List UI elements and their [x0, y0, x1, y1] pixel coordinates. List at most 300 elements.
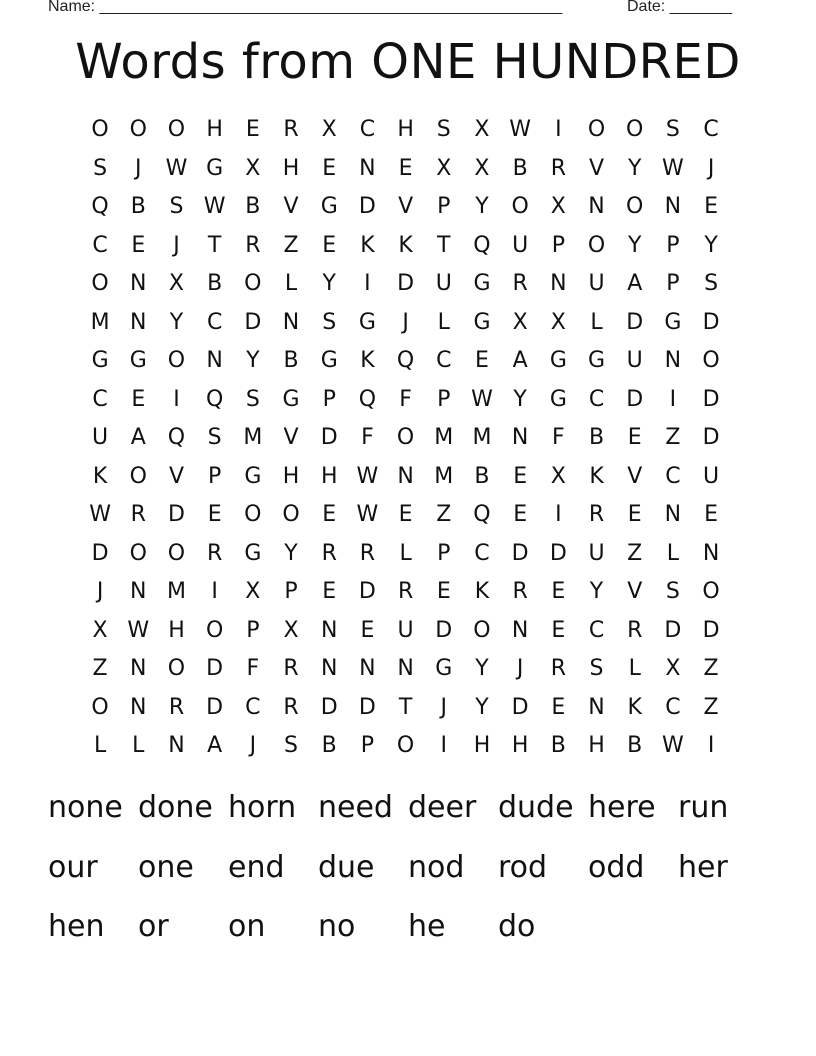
grid-letter[interactable]: O — [205, 617, 224, 643]
grid-letter[interactable]: E — [322, 232, 337, 258]
grid-letter[interactable]: N — [359, 155, 376, 181]
grid-letter[interactable]: X — [168, 271, 184, 297]
grid-letter[interactable]: S — [93, 155, 108, 181]
grid-letter[interactable]: Y — [475, 656, 489, 682]
grid-letter[interactable]: Q — [358, 386, 377, 412]
grid-letter[interactable]: S — [665, 579, 680, 605]
grid-letter[interactable]: U — [703, 463, 720, 489]
grid-letter[interactable]: U — [397, 617, 414, 643]
grid-letter[interactable]: M — [434, 425, 454, 451]
grid-letter[interactable]: O — [129, 540, 147, 566]
grid-letter[interactable]: H — [206, 117, 223, 143]
grid-letter[interactable]: C — [665, 694, 681, 720]
grid-letter[interactable]: J — [135, 155, 142, 181]
grid-letter[interactable]: R — [397, 579, 414, 605]
grid-letter[interactable]: L — [590, 309, 603, 335]
grid-letter[interactable]: P — [322, 386, 336, 412]
grid-letter[interactable]: H — [282, 463, 300, 489]
grid-letter[interactable]: G — [473, 271, 491, 297]
grid-letter[interactable]: R — [168, 694, 185, 720]
grid-letter[interactable]: C — [245, 694, 261, 720]
grid-letter[interactable]: D — [397, 271, 415, 297]
grid-letter[interactable]: O — [91, 271, 109, 297]
grid-letter[interactable]: O — [702, 348, 720, 374]
grid-letter[interactable]: Y — [475, 194, 489, 220]
grid-letter[interactable]: E — [704, 194, 719, 220]
grid-letter[interactable]: N — [359, 656, 376, 682]
grid-letter[interactable]: O — [167, 656, 186, 682]
grid-letter[interactable]: R — [321, 540, 337, 566]
grid-letter[interactable]: B — [550, 733, 566, 759]
grid-letter[interactable]: L — [628, 656, 641, 682]
grid-letter[interactable]: X — [474, 117, 490, 143]
grid-letter[interactable]: D — [549, 540, 567, 566]
grid-letter[interactable]: R — [550, 656, 566, 682]
grid-letter[interactable]: O — [244, 502, 262, 528]
grid-letter[interactable]: H — [473, 733, 491, 759]
grid-letter[interactable]: D — [358, 694, 376, 720]
grid-letter[interactable]: D — [702, 617, 720, 643]
grid-letter[interactable]: E — [322, 502, 337, 528]
grid-letter[interactable]: O — [473, 617, 491, 643]
grid-letter[interactable]: Z — [92, 656, 108, 682]
grid-letter[interactable]: Q — [205, 386, 224, 412]
grid-letter[interactable]: N — [130, 271, 147, 297]
grid-letter[interactable]: U — [626, 348, 643, 374]
grid-letter[interactable]: E — [245, 117, 260, 143]
grid-letter[interactable]: W — [471, 386, 493, 412]
grid-letter[interactable]: K — [474, 579, 490, 605]
grid-letter[interactable]: B — [321, 733, 337, 759]
grid-letter[interactable]: X — [436, 155, 452, 181]
grid-letter[interactable]: N — [168, 733, 185, 759]
word-list-item: here — [588, 790, 656, 826]
grid-letter[interactable]: A — [627, 271, 643, 297]
grid-letter[interactable]: S — [245, 386, 260, 412]
grid-letter[interactable]: G — [358, 309, 376, 335]
grid-letter[interactable]: B — [245, 194, 261, 220]
grid-letter[interactable]: S — [284, 733, 299, 759]
grid-letter[interactable]: C — [588, 617, 605, 643]
grid-row — [81, 188, 741, 227]
grid-letter[interactable]: Y — [704, 232, 718, 258]
grid-letter[interactable]: L — [93, 733, 107, 759]
grid-letter[interactable]: R — [359, 540, 376, 566]
grid-letter[interactable]: X — [550, 309, 566, 335]
grid-letter[interactable]: D — [511, 540, 529, 566]
grid-letter[interactable]: N — [130, 309, 147, 335]
grid-letter[interactable]: E — [704, 502, 719, 528]
grid-letter[interactable]: N — [397, 463, 414, 489]
grid-row — [81, 419, 741, 458]
grid-letter[interactable]: R — [283, 694, 299, 720]
grid-letter[interactable]: S — [169, 194, 184, 220]
grid-letter[interactable]: N — [664, 348, 682, 374]
grid-letter[interactable]: Y — [169, 309, 184, 335]
grid-letter[interactable]: D — [244, 309, 262, 335]
grid-letter[interactable]: C — [474, 540, 490, 566]
grid-letter[interactable]: O — [282, 502, 300, 528]
grid-letter[interactable]: G — [473, 309, 491, 335]
grid-letter[interactable]: O — [91, 117, 109, 143]
grid-letter[interactable]: N — [588, 194, 605, 220]
grid-letter[interactable]: D — [664, 617, 682, 643]
grid-letter[interactable]: E — [475, 348, 489, 374]
grid-letter[interactable]: M — [90, 309, 110, 335]
grid-letter[interactable]: P — [437, 194, 451, 220]
grid-letter[interactable]: V — [627, 579, 643, 605]
grid-letter[interactable]: W — [662, 155, 684, 181]
grid-letter[interactable]: H — [282, 155, 300, 181]
grid-letter[interactable]: Z — [627, 540, 643, 566]
grid-letter[interactable]: R — [283, 656, 299, 682]
grid-letter[interactable]: I — [364, 271, 371, 297]
grid-letter[interactable]: E — [398, 502, 413, 528]
grid-letter[interactable]: C — [665, 463, 681, 489]
grid-letter[interactable]: O — [626, 117, 644, 143]
grid-letter[interactable]: N — [511, 617, 529, 643]
grid-letter[interactable]: L — [284, 271, 298, 297]
grid-letter[interactable]: P — [208, 463, 222, 489]
grid-letter[interactable]: B — [627, 733, 643, 759]
grid-letter[interactable]: R — [588, 502, 605, 528]
grid-letter[interactable]: V — [168, 463, 184, 489]
grid-letter[interactable]: K — [360, 348, 375, 374]
grid-letter[interactable]: W — [356, 463, 379, 489]
grid-letter[interactable]: E — [513, 502, 528, 528]
grid-row — [81, 689, 741, 728]
grid-letter[interactable]: R — [512, 579, 528, 605]
grid-letter[interactable]: X — [512, 309, 528, 335]
grid-letter[interactable]: E — [551, 617, 566, 643]
grid-letter[interactable]: Z — [665, 425, 681, 451]
grid-letter[interactable]: N — [130, 694, 147, 720]
grid-letter[interactable]: D — [435, 617, 453, 643]
grid-letter[interactable]: X — [283, 617, 299, 643]
grid-letter[interactable]: M — [434, 463, 454, 489]
grid-letter[interactable]: N — [664, 194, 682, 220]
grid-letter[interactable]: Q — [167, 425, 186, 451]
grid-letter[interactable]: Z — [436, 502, 452, 528]
grid-letter[interactable]: I — [555, 502, 562, 528]
grid-letter[interactable]: H — [320, 463, 338, 489]
grid-letter[interactable]: J — [402, 309, 409, 335]
grid-letter[interactable]: L — [399, 540, 412, 566]
grid-letter[interactable]: G — [549, 386, 567, 412]
grid-letter[interactable]: O — [587, 232, 606, 258]
grid-letter[interactable]: C — [436, 348, 452, 374]
grid-letter[interactable]: G — [244, 463, 262, 489]
grid-letter[interactable]: A — [512, 348, 528, 374]
grid-letter[interactable]: O — [91, 694, 109, 720]
grid-letter[interactable]: R — [283, 117, 299, 143]
grid-letter[interactable]: N — [282, 309, 300, 335]
grid-letter[interactable]: X — [665, 656, 681, 682]
word-list-item: done — [138, 790, 213, 826]
grid-letter[interactable]: L — [666, 540, 680, 566]
grid-letter[interactable]: F — [552, 425, 565, 451]
grid-row — [81, 496, 741, 535]
grid-letter[interactable]: X — [245, 579, 261, 605]
grid-letter[interactable]: H — [588, 733, 605, 759]
grid-letter[interactable]: P — [437, 386, 451, 412]
grid-letter[interactable]: C — [588, 386, 605, 412]
grid-letter[interactable]: U — [435, 271, 452, 297]
grid-letter[interactable]: Y — [513, 386, 527, 412]
grid-letter[interactable]: P — [360, 733, 375, 759]
grid-letter[interactable]: W — [509, 117, 532, 143]
grid-letter[interactable]: G — [91, 348, 109, 374]
grid-letter[interactable]: G — [206, 155, 224, 181]
grid-letter[interactable]: J — [96, 579, 104, 605]
grid-letter[interactable]: J — [707, 155, 715, 181]
grid-letter[interactable]: Y — [246, 348, 260, 374]
grid-letter[interactable]: D — [206, 694, 224, 720]
grid-letter[interactable]: A — [130, 425, 146, 451]
grid-letter[interactable]: N — [130, 579, 147, 605]
grid-letter[interactable]: G — [549, 348, 567, 374]
grid-letter[interactable]: B — [512, 155, 528, 181]
grid-letter[interactable]: J — [440, 694, 448, 720]
grid-letter[interactable]: F — [361, 425, 374, 451]
grid-letter[interactable]: R — [130, 502, 146, 528]
grid-letter[interactable]: S — [436, 117, 451, 143]
grid-letter[interactable]: W — [356, 502, 379, 528]
grid-letter[interactable]: O — [167, 348, 186, 374]
grid-letter[interactable]: X — [321, 117, 337, 143]
grid-letter[interactable]: O — [587, 117, 606, 143]
grid-letter[interactable]: V — [398, 194, 414, 220]
grid-letter[interactable]: U — [588, 540, 605, 566]
name-field-line: Name: ____________________________________________________ — [48, 0, 563, 15]
grid-letter[interactable]: N — [130, 656, 147, 682]
grid-letter[interactable]: Q — [91, 194, 109, 220]
grid-letter[interactable]: P — [246, 617, 260, 643]
grid-letter[interactable]: Y — [284, 540, 298, 566]
grid-letter[interactable]: E — [513, 463, 528, 489]
grid-letter[interactable]: N — [397, 656, 414, 682]
grid-letter[interactable]: E — [322, 579, 337, 605]
grid-letter[interactable]: Q — [396, 348, 415, 374]
grid-letter[interactable]: C — [92, 386, 108, 412]
grid-letter[interactable]: P — [666, 232, 680, 258]
grid-letter[interactable]: W — [127, 617, 150, 643]
grid-letter[interactable]: K — [398, 232, 413, 258]
grid-letter[interactable]: S — [665, 117, 680, 143]
grid-letter[interactable]: O — [167, 117, 186, 143]
grid-letter[interactable]: H — [397, 117, 414, 143]
grid-letter[interactable]: A — [207, 733, 223, 759]
grid-letter[interactable]: B — [207, 271, 223, 297]
grid-letter[interactable]: E — [398, 155, 413, 181]
grid-letter[interactable]: O — [511, 194, 529, 220]
grid-letter[interactable]: P — [551, 232, 565, 258]
grid-letter[interactable]: R — [245, 232, 261, 258]
grid-letter[interactable]: E — [322, 155, 337, 181]
word-list-item: none — [48, 790, 123, 826]
grid-letter[interactable]: D — [358, 579, 376, 605]
grid-letter[interactable]: Y — [475, 694, 489, 720]
grid-letter[interactable]: L — [437, 309, 450, 335]
grid-letter[interactable]: D — [358, 194, 376, 220]
grid-letter[interactable]: M — [243, 425, 263, 451]
grid-letter[interactable]: I — [173, 386, 180, 412]
grid-letter[interactable]: D — [702, 386, 720, 412]
grid-letter[interactable]: L — [132, 733, 145, 759]
grid-letter[interactable]: B — [130, 194, 146, 220]
grid-letter[interactable]: R — [512, 271, 528, 297]
grid-letter[interactable]: W — [203, 194, 226, 220]
word-list-item: dude — [498, 790, 574, 826]
grid-letter[interactable]: D — [702, 425, 720, 451]
grid-letter[interactable]: C — [703, 117, 719, 143]
grid-letter[interactable]: D — [511, 694, 529, 720]
grid-letter[interactable]: I — [211, 579, 218, 605]
grid-letter[interactable]: G — [129, 348, 147, 374]
grid-letter[interactable]: E — [627, 502, 642, 528]
grid-letter[interactable]: G — [664, 309, 682, 335]
grid-letter[interactable]: W — [89, 502, 111, 528]
grid-letter[interactable]: C — [206, 309, 223, 335]
grid-letter[interactable]: U — [588, 271, 605, 297]
grid-letter[interactable]: V — [283, 194, 299, 220]
grid-letter[interactable]: P — [666, 271, 680, 297]
grid-letter[interactable]: R — [550, 155, 566, 181]
grid-letter[interactable]: G — [244, 540, 262, 566]
grid-letter[interactable]: D — [626, 309, 644, 335]
grid-letter[interactable]: G — [320, 348, 338, 374]
grid-letter[interactable]: D — [626, 386, 644, 412]
grid-letter[interactable]: B — [474, 463, 490, 489]
grid-letter[interactable]: I — [555, 117, 562, 143]
grid-letter[interactable]: W — [662, 733, 684, 759]
grid-letter[interactable]: R — [627, 617, 643, 643]
grid-letter[interactable]: E — [551, 694, 566, 720]
grid-letter[interactable]: E — [551, 579, 566, 605]
grid-letter[interactable]: D — [167, 502, 185, 528]
grid-letter[interactable]: N — [588, 694, 605, 720]
grid-letter[interactable]: D — [320, 694, 338, 720]
grid-letter[interactable]: E — [207, 502, 222, 528]
grid-letter[interactable]: C — [92, 232, 108, 258]
grid-letter[interactable]: Z — [283, 232, 299, 258]
grid-letter[interactable]: U — [512, 232, 529, 258]
grid-letter[interactable]: V — [283, 425, 299, 451]
grid-letter[interactable]: T — [437, 232, 451, 258]
grid-letter[interactable]: H — [168, 617, 185, 643]
grid-letter[interactable]: F — [399, 386, 412, 412]
grid-letter[interactable]: Z — [703, 656, 719, 682]
grid-letter[interactable]: T — [398, 694, 413, 720]
grid-letter[interactable]: Q — [473, 502, 491, 528]
grid-letter[interactable]: S — [207, 425, 222, 451]
grid-letter[interactable]: D — [91, 540, 109, 566]
grid-letter[interactable]: O — [702, 579, 720, 605]
grid-letter[interactable]: D — [206, 656, 224, 682]
grid-letter[interactable]: N — [320, 617, 338, 643]
grid-letter[interactable]: O — [396, 425, 415, 451]
grid-letter[interactable]: K — [627, 694, 642, 720]
grid-letter[interactable]: D — [702, 309, 720, 335]
grid-letter[interactable]: F — [246, 656, 260, 682]
grid-letter[interactable]: U — [92, 425, 109, 451]
grid-letter[interactable]: M — [166, 579, 186, 605]
grid-letter[interactable]: G — [435, 656, 453, 682]
grid-letter[interactable]: P — [437, 540, 451, 566]
grid-letter[interactable]: X — [474, 155, 490, 181]
grid-letter[interactable]: O — [167, 540, 186, 566]
grid-letter[interactable]: X — [245, 155, 261, 181]
grid-letter[interactable]: H — [511, 733, 529, 759]
grid-letter[interactable]: K — [589, 463, 604, 489]
grid-letter[interactable]: I — [707, 733, 715, 759]
grid-letter[interactable]: V — [589, 155, 605, 181]
grid-letter[interactable]: T — [207, 232, 222, 258]
grid-letter[interactable]: N — [550, 271, 567, 297]
grid-letter[interactable]: S — [589, 656, 604, 682]
grid-letter[interactable]: M — [472, 425, 492, 451]
grid-letter[interactable]: J — [249, 733, 257, 759]
grid-letter[interactable]: D — [320, 425, 338, 451]
grid-letter[interactable]: J — [516, 656, 524, 682]
grid-letter[interactable]: N — [320, 656, 338, 682]
grid-letter[interactable]: O — [129, 463, 147, 489]
grid-letter[interactable]: I — [669, 386, 677, 412]
grid-letter[interactable]: Y — [322, 271, 336, 297]
grid-letter[interactable]: X — [92, 617, 108, 643]
grid-letter[interactable]: J — [173, 232, 180, 258]
grid-letter[interactable]: E — [360, 617, 375, 643]
grid-letter[interactable]: Z — [703, 694, 719, 720]
grid-letter[interactable]: N — [511, 425, 529, 451]
grid-letter[interactable]: P — [284, 579, 298, 605]
grid-letter[interactable]: O — [244, 271, 262, 297]
grid-letter[interactable]: W — [165, 155, 188, 181]
grid-letter[interactable]: Y — [589, 579, 604, 605]
grid-letter[interactable]: G — [320, 194, 338, 220]
grid-letter[interactable]: V — [627, 463, 643, 489]
grid-letter[interactable]: N — [206, 348, 223, 374]
grid-letter[interactable]: Q — [473, 232, 491, 258]
grid-letter[interactable]: Y — [627, 155, 642, 181]
grid-letter[interactable]: E — [131, 232, 146, 258]
grid-letter[interactable]: N — [702, 540, 720, 566]
grid-letter[interactable]: B — [283, 348, 299, 374]
grid-letter[interactable]: C — [359, 117, 376, 143]
grid-letter[interactable]: E — [131, 386, 146, 412]
word-list-row — [48, 897, 768, 957]
grid-letter[interactable]: K — [92, 463, 108, 489]
grid-letter[interactable]: K — [360, 232, 375, 258]
grid-letter[interactable]: R — [207, 540, 223, 566]
grid-letter[interactable]: O — [626, 194, 644, 220]
grid-letter[interactable]: B — [588, 425, 605, 451]
grid-letter[interactable]: S — [704, 271, 719, 297]
grid-letter[interactable]: G — [282, 386, 300, 412]
grid-letter[interactable]: I — [440, 733, 448, 759]
grid-letter[interactable]: N — [664, 502, 682, 528]
grid-letter[interactable]: E — [436, 579, 451, 605]
word-list-row — [48, 838, 768, 898]
grid-letter[interactable]: Y — [627, 232, 642, 258]
grid-letter[interactable]: G — [588, 348, 606, 374]
grid-letter[interactable]: S — [322, 309, 337, 335]
grid-letter[interactable]: O — [129, 117, 147, 143]
grid-letter[interactable]: O — [396, 733, 415, 759]
grid-letter[interactable]: X — [550, 463, 566, 489]
grid-letter[interactable]: X — [550, 194, 566, 220]
grid-letter[interactable]: E — [627, 425, 642, 451]
